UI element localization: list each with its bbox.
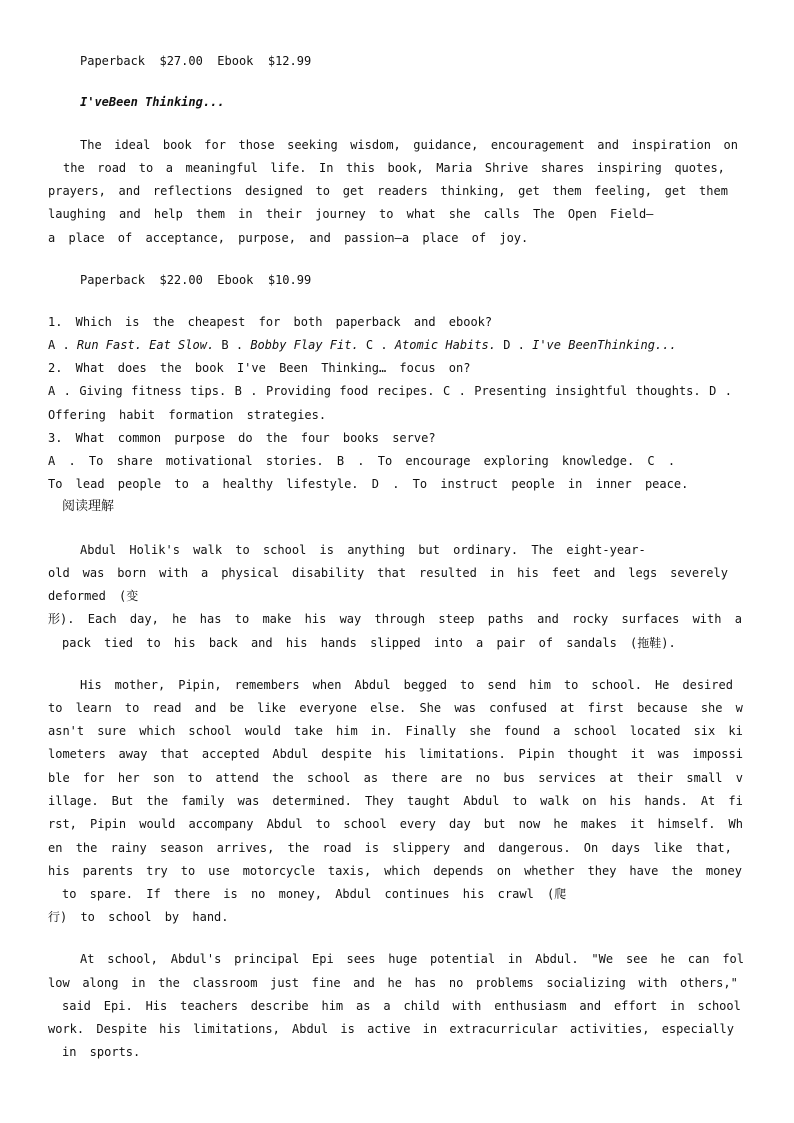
book4-desc-line: prayers, and reflections designed to get readers thinking, get them feeling, get them [48, 184, 728, 198]
book4-prices: Paperback $22.00 Ebook $10.99 [80, 273, 312, 287]
book4-desc-line: the road to a meaningful life. In this book, Maria Shrive shares inspiring quotes, [63, 161, 725, 175]
passage-p2-line: en the rainy season arrives, the road is slippery and dangerous. On days like that, [48, 841, 732, 855]
passage-p3-line: in sports. [62, 1045, 141, 1059]
passage-p2-line: to learn to read and be like everyone else. She was confused at first because she w [48, 701, 743, 715]
question-2-options: A . Giving fitness tips. B . Providing food recipes. C . Presenting insightful thoughts. D . [48, 384, 732, 398]
passage-p1-line: old was born with a physical disability that resulted in his feet and legs severely [48, 566, 728, 580]
question-1-stem: 1. Which is the cheapest for both paperback and ebook? [48, 315, 493, 329]
passage-p2-line: his parents try to use motorcycle taxis, which depends on whether they have the money [48, 864, 742, 878]
passage-p1-line: deformed (变 [48, 589, 139, 603]
q1-option-d: I've BeenThinking... [532, 338, 677, 352]
passage-p2-line: rst, Pipin would accompany Abdul to school every day but now he makes it himself. Wh [48, 817, 743, 831]
passage-p3-line: said Epi. His teachers describe him as a child with enthusiasm and effort in school [62, 999, 741, 1013]
question-3-options: To lead people to a healthy lifestyle. D . To instruct people in inner peace. [48, 477, 689, 491]
book4-desc-line: a place of acceptance, purpose, and passion—a place of joy. [48, 231, 529, 245]
q1-option-b: Bobby Flay Fit. [250, 338, 359, 352]
passage-p1-line: pack tied to his back and his hands slipped into a pair of sandals (拖鞋). [62, 636, 676, 650]
passage-p2-line: to spare. If there is no money, Abdul continues his crawl (爬 [62, 887, 567, 901]
q1-option-a: Run Fast. Eat Slow. [76, 338, 215, 352]
passage-p3-line: At school, Abdul's principal Epi sees huge potential in Abdul. "We see he can fol [80, 952, 744, 966]
passage-p2-line: His mother, Pipin, remembers when Abdul begged to send him to school. He desired [80, 678, 733, 692]
q1-option-b-letter: B . [214, 338, 251, 352]
q1-option-a-letter: A . [48, 338, 77, 352]
question-1-options [48, 337, 677, 353]
passage-p2-line: asn't sure which school would take him in. Finally she found a school located six ki [48, 724, 743, 738]
passage-p2-line: 行) to school by hand. [48, 910, 229, 924]
passage-p2-line: illage. But the family was determined. They taught Abdul to walk on his hands. At fi [48, 794, 743, 808]
q1-option-c: Atomic Habits. [394, 338, 496, 352]
passage-p3-line: low along in the classroom just fine and he has no problems socializing with others," [48, 976, 738, 990]
passage-p2-line: ble for her son to attend the school as there are no bus services at their small v [48, 771, 743, 785]
book3-prices: Paperback $27.00 Ebook $12.99 [80, 54, 312, 68]
question-3-options: A . To share motivational stories. B . To encourage exploring knowledge. C . [48, 454, 676, 468]
passage-p1-line: 形). Each day, he has to make his way through steep paths and rocky surfaces with a [48, 612, 742, 626]
book4-title: I'veBeen Thinking... [80, 95, 225, 109]
passage-p2-line: lometers away that accepted Abdul despite his limitations. Pipin thought it was impossi [48, 747, 743, 761]
q1-option-c-letter: C . [358, 338, 395, 352]
passage-p3-line: work. Despite his limitations, Abdul is active in extracurricular activities, especially [48, 1022, 734, 1036]
q1-option-d-letter: D . [495, 338, 533, 352]
section-label: 阅读理解 [62, 499, 115, 514]
passage-p1-line: Abdul Holik's walk to school is anything but ordinary. The eight-year- [80, 543, 646, 557]
book4-desc-line: laughing and help them in their journey to what she calls The Open Field— [48, 207, 654, 221]
book4-desc-line: The ideal book for those seeking wisdom, guidance, encouragement and inspiration on [80, 138, 738, 152]
question-2-options: Offering habit formation strategies. [48, 408, 327, 422]
question-2-stem: 2. What does the book I've Been Thinking… focus on? [48, 361, 471, 375]
question-3-stem: 3. What common purpose do the four books serve? [48, 431, 436, 445]
